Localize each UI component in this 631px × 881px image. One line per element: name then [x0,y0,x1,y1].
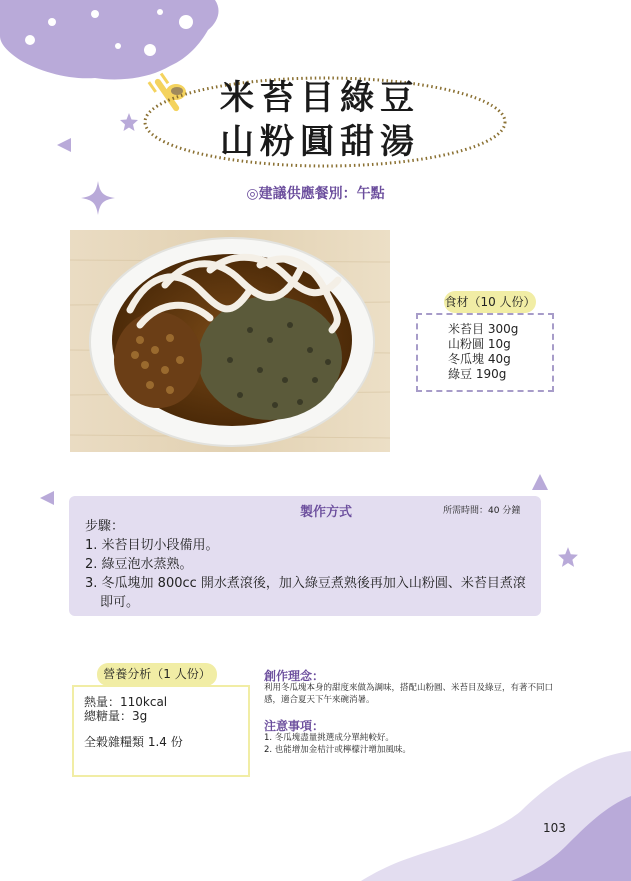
nutrition-values [84,695,183,749]
step-item: 2. 綠豆泡水蒸熟。 [85,557,193,572]
triangle-icon [532,474,548,490]
decorative-blob-bottom [361,751,631,881]
step-item-continuation: 即可。 [100,595,140,610]
ingredients-list [448,322,518,382]
steps-label: 步驟： [85,519,125,534]
nutrition-sugar: 總糖量：3g [84,709,148,723]
triangle-icon [40,491,54,505]
triangle-icon [57,138,71,152]
page-number: 103 [543,821,566,835]
ingredient-item: 冬瓜塊 40g [448,352,511,366]
concept-heading: 創作理念： [264,669,325,683]
ingredients-label: 食材（10 人份） [444,291,536,313]
ingredient-item: 米苔目 300g [448,322,519,336]
concept-text: 利用冬瓜塊本身的甜度來做為調味，搭配山粉圓、米苔目及綠豆，有著不同口感，適合夏天下午來碗消暑。 [264,683,554,705]
notes-heading: 注意事項： [264,719,325,733]
nutrition-calories: 熱量：110kcal [84,695,168,709]
ingredient-item: 山粉圓 10g [448,337,511,351]
method-title: 製作方式 [300,505,353,520]
star-icon [557,546,579,568]
step-item: 3. 冬瓜塊加 800cc 開水煮滾後，加入綠豆煮熟後再加入山粉圓、米苔目煮滾 [85,576,526,591]
method-time: 所需時間：40 分鐘 [443,506,521,516]
ingredient-item: 綠豆 190g [448,367,507,381]
note-item: 1. 冬瓜塊盡量挑選成分單純較好。 [264,733,394,743]
nutrition-label: 營養分析（1 人份） [97,663,217,686]
step-item: 1. 米苔目切小段備用。 [85,538,219,553]
method-steps [85,517,526,612]
nutrition-grains: 全穀雜糧類 1.4 份 [84,735,183,749]
page-title [190,76,450,164]
meal-suggestion: ◎建議供應餐別：午點 [246,186,385,202]
title-line-1: 米苔目綠豆 [220,78,420,118]
note-item: 2. 也能增加金桔汁或檸檬汁增加風味。 [264,745,411,755]
dish-photo [70,230,390,452]
title-line-2: 山粉圓甜湯 [220,122,420,162]
star-icon [119,112,139,132]
